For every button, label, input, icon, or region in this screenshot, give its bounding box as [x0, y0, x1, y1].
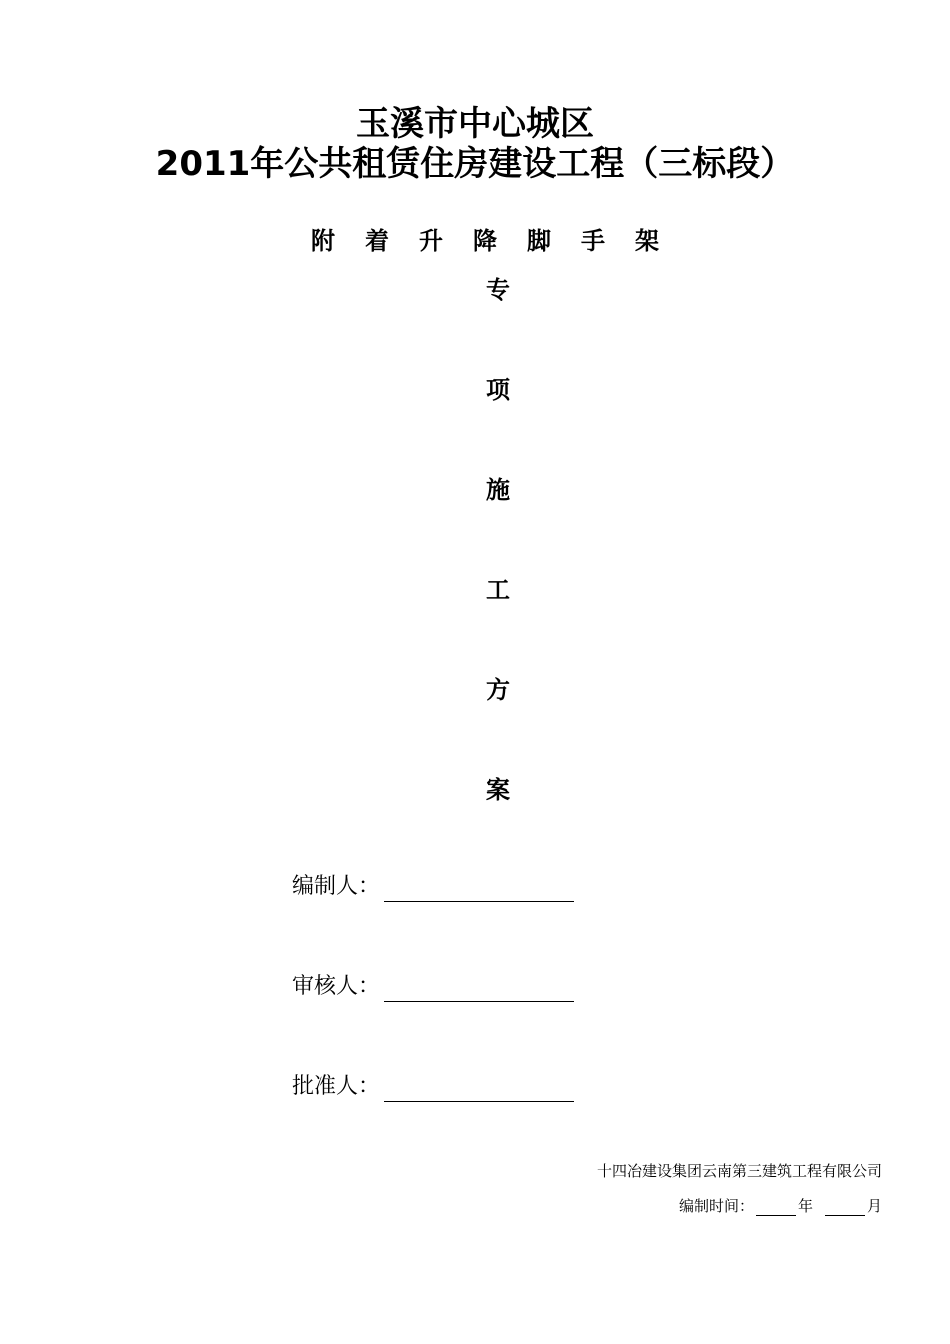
company-name: 十四冶建设集团云南第三建筑工程有限公司: [596, 1162, 882, 1180]
vertical-title-char: 专: [486, 276, 510, 304]
signature-row-reviewer: [292, 968, 574, 1002]
vertical-title-char: 施: [486, 476, 510, 504]
signature-label: 批准人：: [292, 1074, 381, 1099]
document-subtitle: 附着升降脚手架: [311, 227, 689, 255]
signature-blank-line: [384, 1073, 574, 1102]
month-blank-line: [825, 1199, 865, 1216]
signature-row-approver: [292, 1068, 574, 1102]
signature-row-compiler: [292, 868, 574, 902]
document-title-line-2: 2011年公共租赁住房建设工程（三标段）: [155, 144, 795, 184]
signature-label: 审核人：: [292, 974, 381, 999]
year-unit: 年: [797, 1197, 813, 1215]
document-title-line-1: 玉溪市中心城区: [356, 104, 594, 144]
vertical-title-char: 案: [486, 776, 510, 804]
year-blank-line: [756, 1199, 796, 1216]
vertical-title-char: 工: [486, 576, 510, 604]
signature-blank-line: [384, 973, 574, 1002]
vertical-title-char: 项: [486, 376, 510, 404]
compile-date-label: 编制时间：: [678, 1197, 754, 1215]
signature-label: 编制人：: [292, 874, 381, 899]
vertical-title-char: 方: [486, 676, 510, 704]
signature-blank-line: [384, 873, 574, 902]
month-unit: 月: [866, 1197, 882, 1215]
compile-date-row: [679, 1196, 882, 1216]
